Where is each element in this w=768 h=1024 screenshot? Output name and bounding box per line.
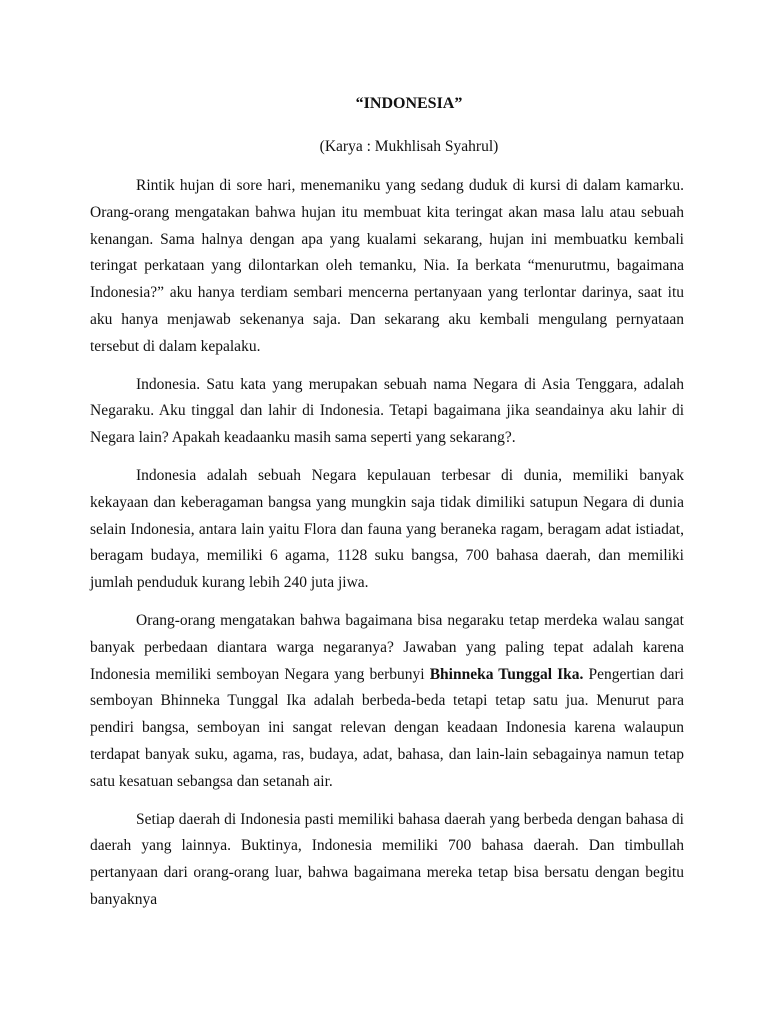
author-line: (Karya : Mukhlisah Syahrul) <box>319 138 499 155</box>
motto-bold-text: Bhinneka Tunggal Ika. <box>429 665 584 683</box>
paragraph-5: Setiap daerah di Indonesia pasti memiliki bahasa daerah yang berbeda dengan bahasa di daerah yang lainnya. Buktinya, Indonesia memiliki 700 bahasa daerah. Dan timbullah pertanyaan dari orang-orang luar, bahwa bagaimana mereka tetap bisa bersatu dengan begitu banyaknya <box>90 810 684 908</box>
paragraph-2: Indonesia. Satu kata yang merupakan sebuah nama Negara di Asia Tenggara, adalah Negaraku. Aku tinggal dan lahir di Indonesia. Tetapi bagaimana jika seandainya aku lahir di Negara lain? Apakah keadaanku masih sama seperti yang sekarang?. <box>90 375 684 447</box>
paragraph-4-text-start: Orang-orang mengatakan bahwa bagaimana bisa negaraku tetap merdeka walau sangat banyak perbedaan diantara warga negaranya? Jawaban yang paling tepat adalah karena Indonesia memiliki semboyan Negara yang berbunyi <box>90 611 684 683</box>
document-body <box>90 173 684 914</box>
paragraph-1: Rintik hujan di sore hari, menemaniku yang sedang duduk di kursi di dalam kamarku. Orang-orang mengatakan bahwa hujan itu membuat kita teringat akan masa lalu atau sebuah kenangan. Sama halnya dengan apa yang kualami sekarang, hujan ini membuatku kembali teringat perkataan yang dilontarkan oleh temanku, Nia. Ia berkata “menurutmu, bagaimana Indonesia?” aku hanya terdiam sembari mencerna pertanyaan yang terlontar darinya, saat itu aku hanya menjawab sekenanya saja. Dan sekarang aku kembali mengulang pernyataan tersebut di dalam kepalaku. <box>90 177 684 355</box>
paragraph-4-text-end: Pengertian dari semboyan Bhinneka Tunggal Ika adalah berbeda-beda tetapi tetap satu jua. Menurut para pendiri bangsa, semboyan ini sangat relevan dengan keadaan Indonesia karena walaupun terdapat banyak suku, agama, ras, budaya, adat, bahasa, dan lain-lain sebagainya namun tetap satu kesatuan sebangsa dan setanah air. <box>90 665 684 790</box>
paragraph-3: Indonesia adalah sebuah Negara kepulauan terbesar di dunia, memiliki banyak kekayaan dan keberagaman bangsa yang mungkin saja tidak dimiliki satupun Negara di dunia selain Indonesia, antara lain yaitu Flora dan fauna yang beraneka ragam, beragam adat istiadat, beragam budaya, memiliki 6 agama, 1128 suku bangsa, 700 bahasa daerah, dan memiliki jumlah penduduk kurang lebih 240 juta jiwa. <box>90 466 684 592</box>
paragraph-4 <box>90 608 684 796</box>
document-title: “INDONESIA” <box>355 95 463 112</box>
